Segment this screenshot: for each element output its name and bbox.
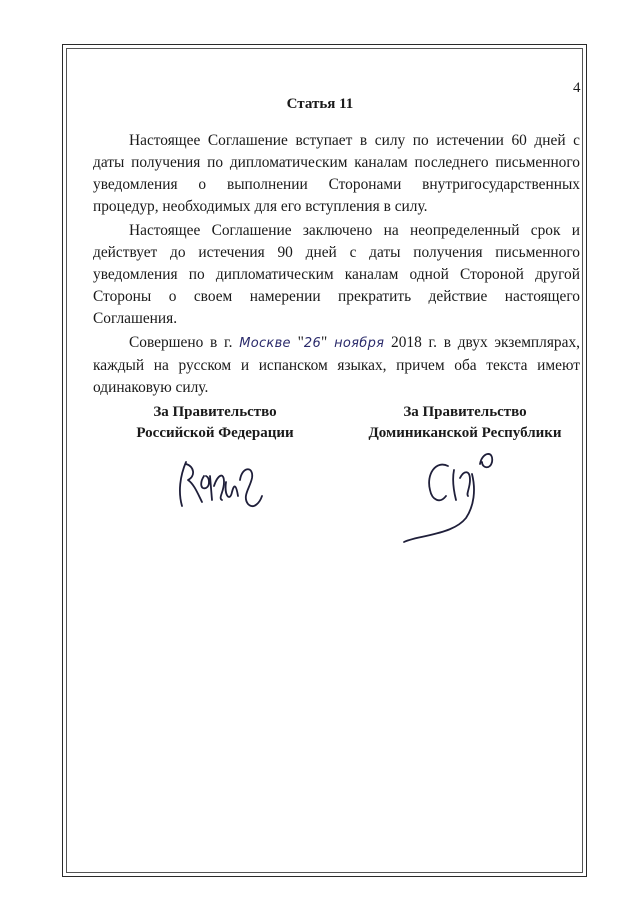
signatory-russia-line1: За Правительство [153,404,277,420]
done-suffix: 2018 г. в двух экземплярах, каждый на русском и испанском языках, причем оба текста имеют одинаковую силу. [93,334,580,396]
handwritten-day: 26 [303,336,322,351]
quote-close: " [321,334,328,351]
handwritten-signature-icon [168,456,278,518]
article-title: Статья 11 [286,96,354,112]
agreement-body [93,130,580,401]
paragraph-done-at [93,332,580,399]
page-number: 4 [573,80,581,96]
paragraph-termination: Настоящее Соглашение заключено на неопределенный срок и действует до истечения 90 дней с даты получения письменного уведомления по дипломатическим каналам одной Стороной другой Стороны о своем намерении прекратить действие настоящего Соглашения. [93,222,580,327]
handwritten-city: Москве [239,336,291,351]
signatory-dominican [345,402,585,444]
paragraph-entry-into-force: Настоящее Соглашение вступает в силу по истечении 60 дней с даты получения по дипломатическим каналам последнего письменного уведомления о выполнении Сторонами внутригосударственных процедур, необходимых для его вступления в силу. [93,132,580,215]
done-prefix: Совершено в г. [129,334,233,351]
handwritten-month: ноября [334,336,385,351]
signatory-dominican-line1: За Правительство [403,404,527,420]
quote-open: " [297,334,304,351]
signatory-russia-line2: Российской Федерации [136,425,294,441]
signatory-dominican-line2: Доминиканской Республики [368,425,562,441]
signatory-russia [95,402,335,444]
handwritten-signature-icon [396,440,526,550]
